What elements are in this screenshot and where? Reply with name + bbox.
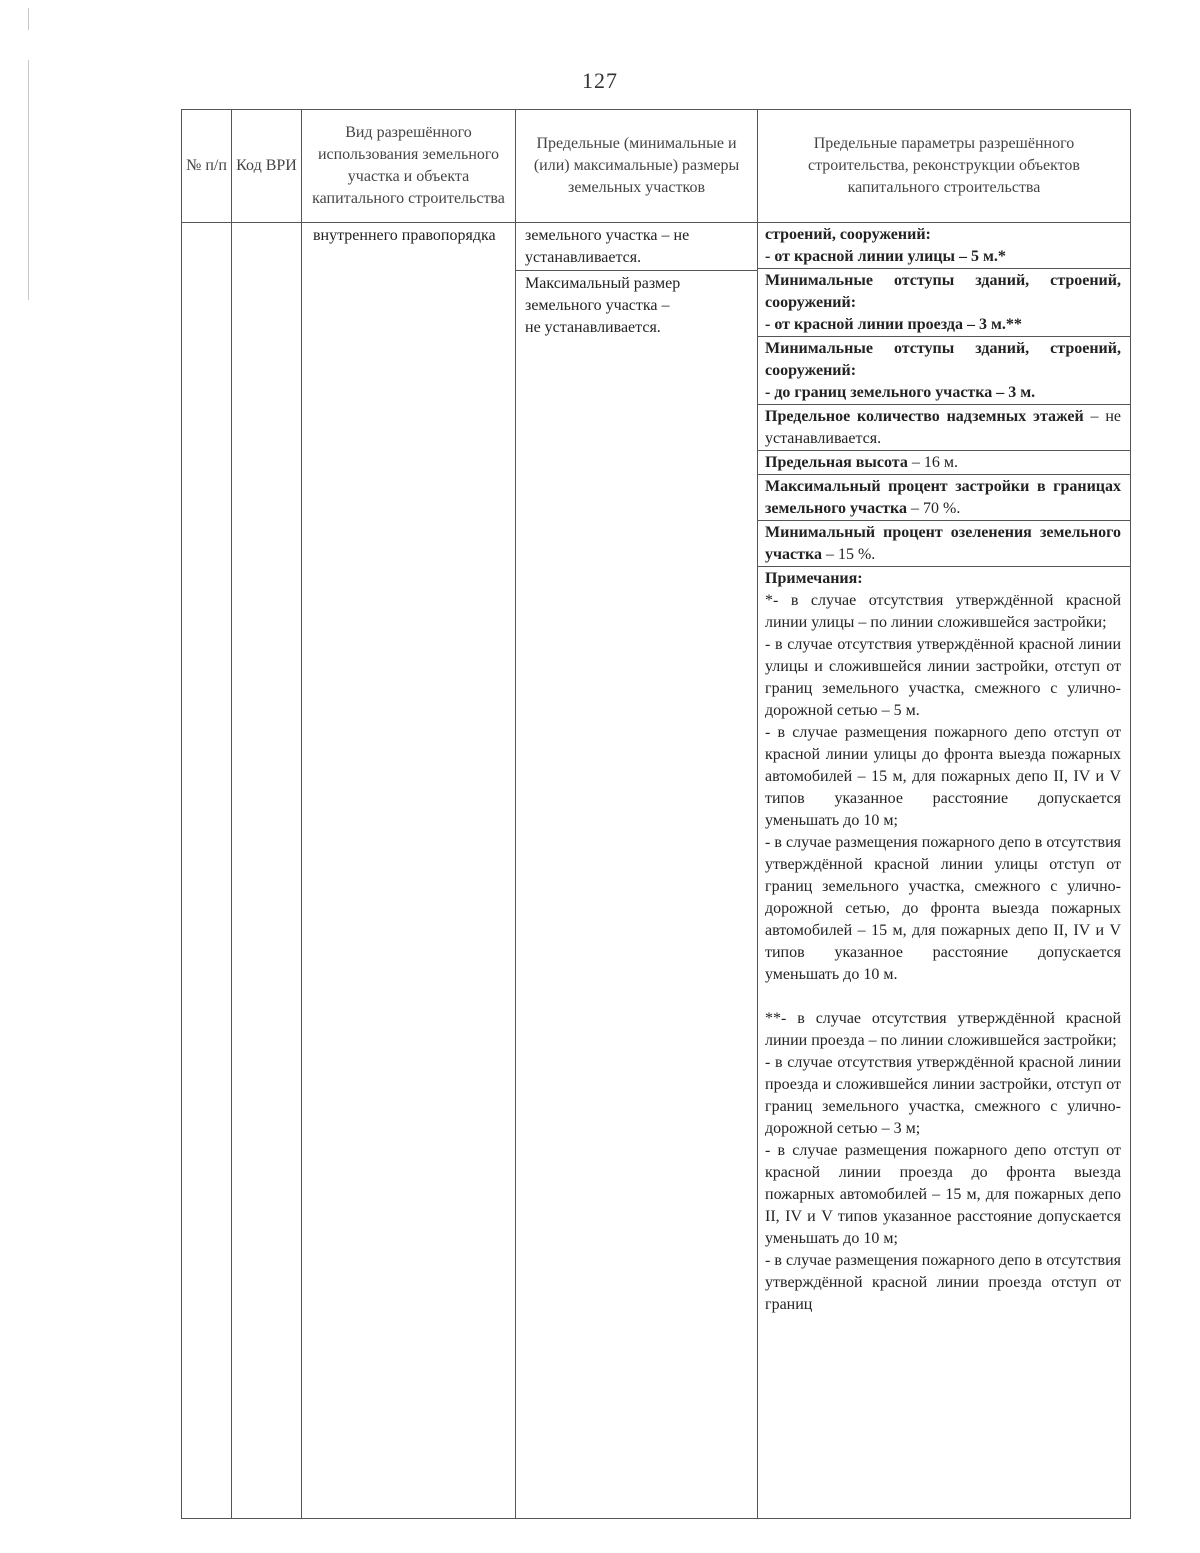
param-label: Предельная высота xyxy=(765,454,908,471)
param-value: – 15 %. xyxy=(821,546,876,563)
param-value: - от красной линии проезда – 3 м.** xyxy=(765,316,1022,333)
note-paragraph: - в случае размещения пожарного депо отступ от красной линии улицы до фронта выезда пожарных автомобилей – 15 м, для пожарных депо II, IV и V типов указанное расстояние допускается уменьшать до 10 м; xyxy=(765,724,1121,829)
note-paragraph: **- в случае отсутствия утверждённой красной линии проезда – по линии сложившейся застройки; xyxy=(765,1010,1121,1049)
scan-edge-mark xyxy=(28,60,29,300)
header-vri-code: Код ВРИ xyxy=(232,110,302,223)
param-min-greenery xyxy=(758,521,1130,567)
size-max-block xyxy=(516,271,757,339)
cell-plot-sizes xyxy=(516,223,758,1519)
param-value: - от красной линии улицы – 5 м.* xyxy=(765,248,1006,265)
header-vri-name: Вид разрешённого использования земельного участка и объекта капитального строительства xyxy=(302,110,516,223)
param-label: Предельное количество надземных этажей xyxy=(765,408,1084,425)
note-paragraph: - в случае размещения пожарного депо в отсутствия утверждённой красной линии проезда отступ от границ xyxy=(765,1252,1121,1313)
param-street-setback xyxy=(758,223,1130,269)
note-paragraph: - в случае размещения пожарного депо отступ от красной линии проезда до фронта выезда пожарных автомобилей – 15 м, для пожарных депо II, IV и V типов указанное расстояние допускается уменьшать до 10 м; xyxy=(765,1142,1121,1247)
param-value: – 70 %. xyxy=(907,500,961,517)
note-paragraph: - в случае отсутствия утверждённой красной линии проезда и сложившейся линии застройки, отступ от границ земельного участка, смежного с улично-дорожной сетью – 3 м; xyxy=(765,1054,1121,1137)
param-label: Минимальный процент озеленения земельного участка xyxy=(765,524,1121,563)
header-construction-params: Предельные параметры разрешённого строительства, реконструкции объектов капитального строительства xyxy=(758,110,1131,223)
scan-edge-mark xyxy=(28,8,29,30)
param-label: строений, сооружений: xyxy=(765,226,931,243)
param-floors xyxy=(758,405,1130,451)
param-value: – 16 м. xyxy=(907,454,958,471)
param-max-coverage xyxy=(758,475,1130,521)
size-min-text: земельного участка – не устанавливается. xyxy=(516,223,757,271)
header-plot-sizes: Предельные (минимальные и (или) максимальные) размеры земельных участков xyxy=(516,110,758,223)
cell-vri-name xyxy=(302,223,516,1519)
page-number: 127 xyxy=(582,68,618,93)
header-number: № п/п xyxy=(182,110,232,223)
table-row xyxy=(182,223,1131,1519)
table-header-row xyxy=(182,110,1131,223)
param-driveway-setback xyxy=(758,269,1130,337)
param-boundary-setback xyxy=(758,337,1130,405)
note-paragraph: - в случае размещения пожарного депо в отсутствия утверждённой красной линии улицы отступ от границ земельного участка, смежного с улично-дорожной сетью, до фронта выезда пожарных автомобилей – 15 м, для пожарных депо II, IV и V типов указанное расстояние допускается уменьшать до 10 м. xyxy=(765,834,1121,983)
notes-spacer xyxy=(765,986,1121,1008)
param-label: Минимальные отступы зданий, строений, сооружений: xyxy=(765,340,1121,379)
param-value: - до границ земельного участка – 3 м. xyxy=(765,384,1036,401)
regulation-table xyxy=(181,109,1131,1519)
cell-construction-params xyxy=(758,223,1131,1519)
note-paragraph: - в случае отсутствия утверждённой красной линии улицы и сложившейся линии застройки, отступ от границ земельного участка, смежного с улично-дорожной сетью – 5 м. xyxy=(765,636,1121,719)
notes-block xyxy=(758,567,1130,1316)
size-max-value: не устанавливается. xyxy=(525,319,661,336)
param-label: Максимальный процент застройки в границах земельного участка xyxy=(765,478,1121,517)
size-max-label: Максимальный размер земельного участка – xyxy=(525,275,681,314)
cell-vri-code xyxy=(232,223,302,1519)
notes-title: Примечания: xyxy=(765,570,863,587)
note-paragraph: *- в случае отсутствия утверждённой красной линии улицы – по линии сложившейся застройки; xyxy=(765,592,1121,631)
cell-number xyxy=(182,223,232,1519)
param-label: Минимальные отступы зданий, строений, сооружений: xyxy=(765,272,1121,311)
vri-name-text: внутреннего правопорядка xyxy=(313,227,496,244)
param-height xyxy=(758,451,1130,475)
param-value: – не устанавливается. xyxy=(765,408,1121,447)
